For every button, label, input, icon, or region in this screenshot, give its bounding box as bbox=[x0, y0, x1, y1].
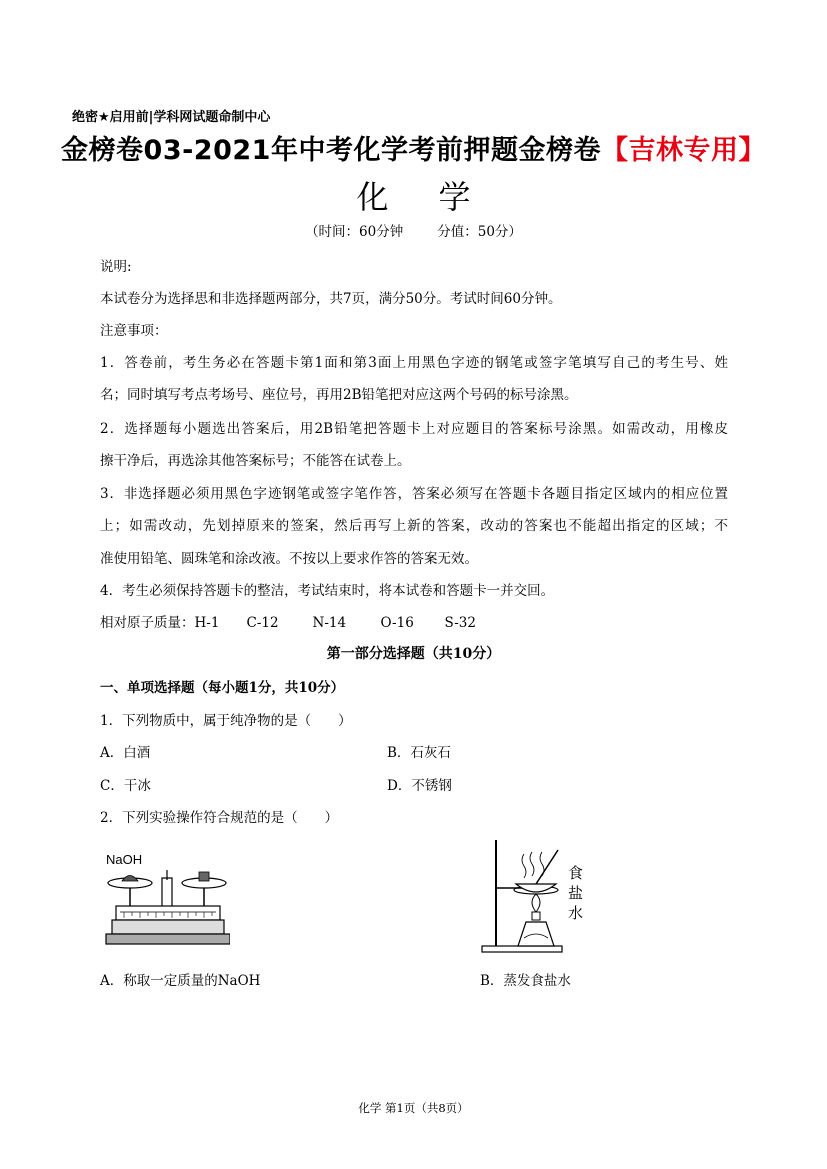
mass-h: H-1 bbox=[194, 615, 220, 631]
exam-title-tag: 【吉林专用】 bbox=[600, 135, 766, 166]
instructions-line: 本试卷分为选择思和非选择题两部分，共7页，满分50分。考试时间60分钟。 bbox=[100, 291, 562, 307]
mass-c: C-12 bbox=[246, 615, 279, 631]
confidential-label: 绝密★启用前|学科网试题命制中心 bbox=[72, 110, 271, 125]
q1-option-a: A．白酒 bbox=[100, 745, 151, 761]
subject-char-2: 学 bbox=[438, 178, 471, 216]
fig-b-label-2: 盐 bbox=[568, 884, 584, 902]
q1-option-c: C．干冰 bbox=[100, 778, 151, 794]
mass-n: N-14 bbox=[312, 615, 347, 631]
subject-char-1: 化 bbox=[356, 178, 389, 216]
exam-title-main: 金榜卷03-2021年中考化学考前押题金榜卷 bbox=[61, 135, 601, 166]
q2-option-a: A．称取一定质量的NaOH bbox=[100, 973, 261, 989]
exam-time: （时间：60分钟 bbox=[305, 224, 404, 240]
naoh-label: NaOH bbox=[106, 852, 143, 867]
atomic-masses-label: 相对原子质量： bbox=[100, 615, 195, 631]
note-3-line-1: 3．非选择题必须用黑色字迹钢笔或签字笔作答，答案必须写在答题卡各题目指定区域内的相应位置 bbox=[100, 486, 728, 502]
note-2-line-1: 2．选择题每小题选出答案后，用2B铅笔把答题卡上对应题目的答案标号涂黑。如需改动，用橡皮 bbox=[100, 421, 728, 437]
mass-o: O-16 bbox=[380, 615, 414, 631]
evaporation-figure bbox=[470, 838, 590, 958]
note-3-line-2: 上；如需改动，先划掉原来的签案，然后再写上新的答案，改动的答案也不能超出指定的区域；不 bbox=[100, 518, 728, 534]
q1-option-b: B．石灰石 bbox=[387, 745, 451, 761]
q2-stem: 2．下列实验操作符合规范的是（ ） bbox=[100, 810, 339, 826]
fig-b-label-3: 水 bbox=[568, 904, 584, 922]
q2-option-b: B．蒸发食盐水 bbox=[480, 973, 571, 989]
note-1-line-1: 1．答卷前，考生务必在答题卡第1面和第3面上用黑色字迹的钢笔或签字笔填写自己的考生号、姓 bbox=[100, 355, 728, 371]
note-2-line-2: 擦干净后，再选涂其他答案标号；不能答在试卷上。 bbox=[100, 453, 411, 469]
fig-b-label-1: 食 bbox=[568, 864, 584, 882]
time-score-info bbox=[0, 220, 827, 240]
exam-score: 分值：50分） bbox=[437, 224, 522, 240]
mass-s: S-32 bbox=[444, 615, 476, 631]
exam-title bbox=[0, 128, 827, 167]
note-4: 4．考生必须保持答题卡的整洁，考试结束时，将本试卷和答题卡一并交回。 bbox=[100, 583, 555, 599]
note-3-line-3: 准使用铅笔、圆珠笔和涂改液。不按以上要求作答的答案无效。 bbox=[100, 551, 478, 567]
section-1-heading: 一、单项选择题（每小题1分，共10分） bbox=[100, 680, 345, 696]
notes-heading: 注意事项： bbox=[100, 323, 168, 339]
q1-stem: 1．下列物质中，属于纯净物的是（ ） bbox=[100, 713, 352, 729]
subject-title bbox=[0, 172, 827, 218]
instructions-heading: 说明: bbox=[100, 259, 132, 275]
q1-option-d: D．不锈钢 bbox=[387, 778, 452, 794]
page-footer: 化学 第1页（共8页） bbox=[358, 1101, 469, 1115]
balance-figure bbox=[100, 850, 230, 950]
note-1-line-2: 名；同时填写考点考场号、座位号，再用2B铅笔把对应这两个号码的标号涂黑。 bbox=[100, 387, 578, 403]
part-1-heading: 第一部分选择题（共10分） bbox=[326, 646, 501, 662]
atomic-masses bbox=[100, 611, 476, 631]
